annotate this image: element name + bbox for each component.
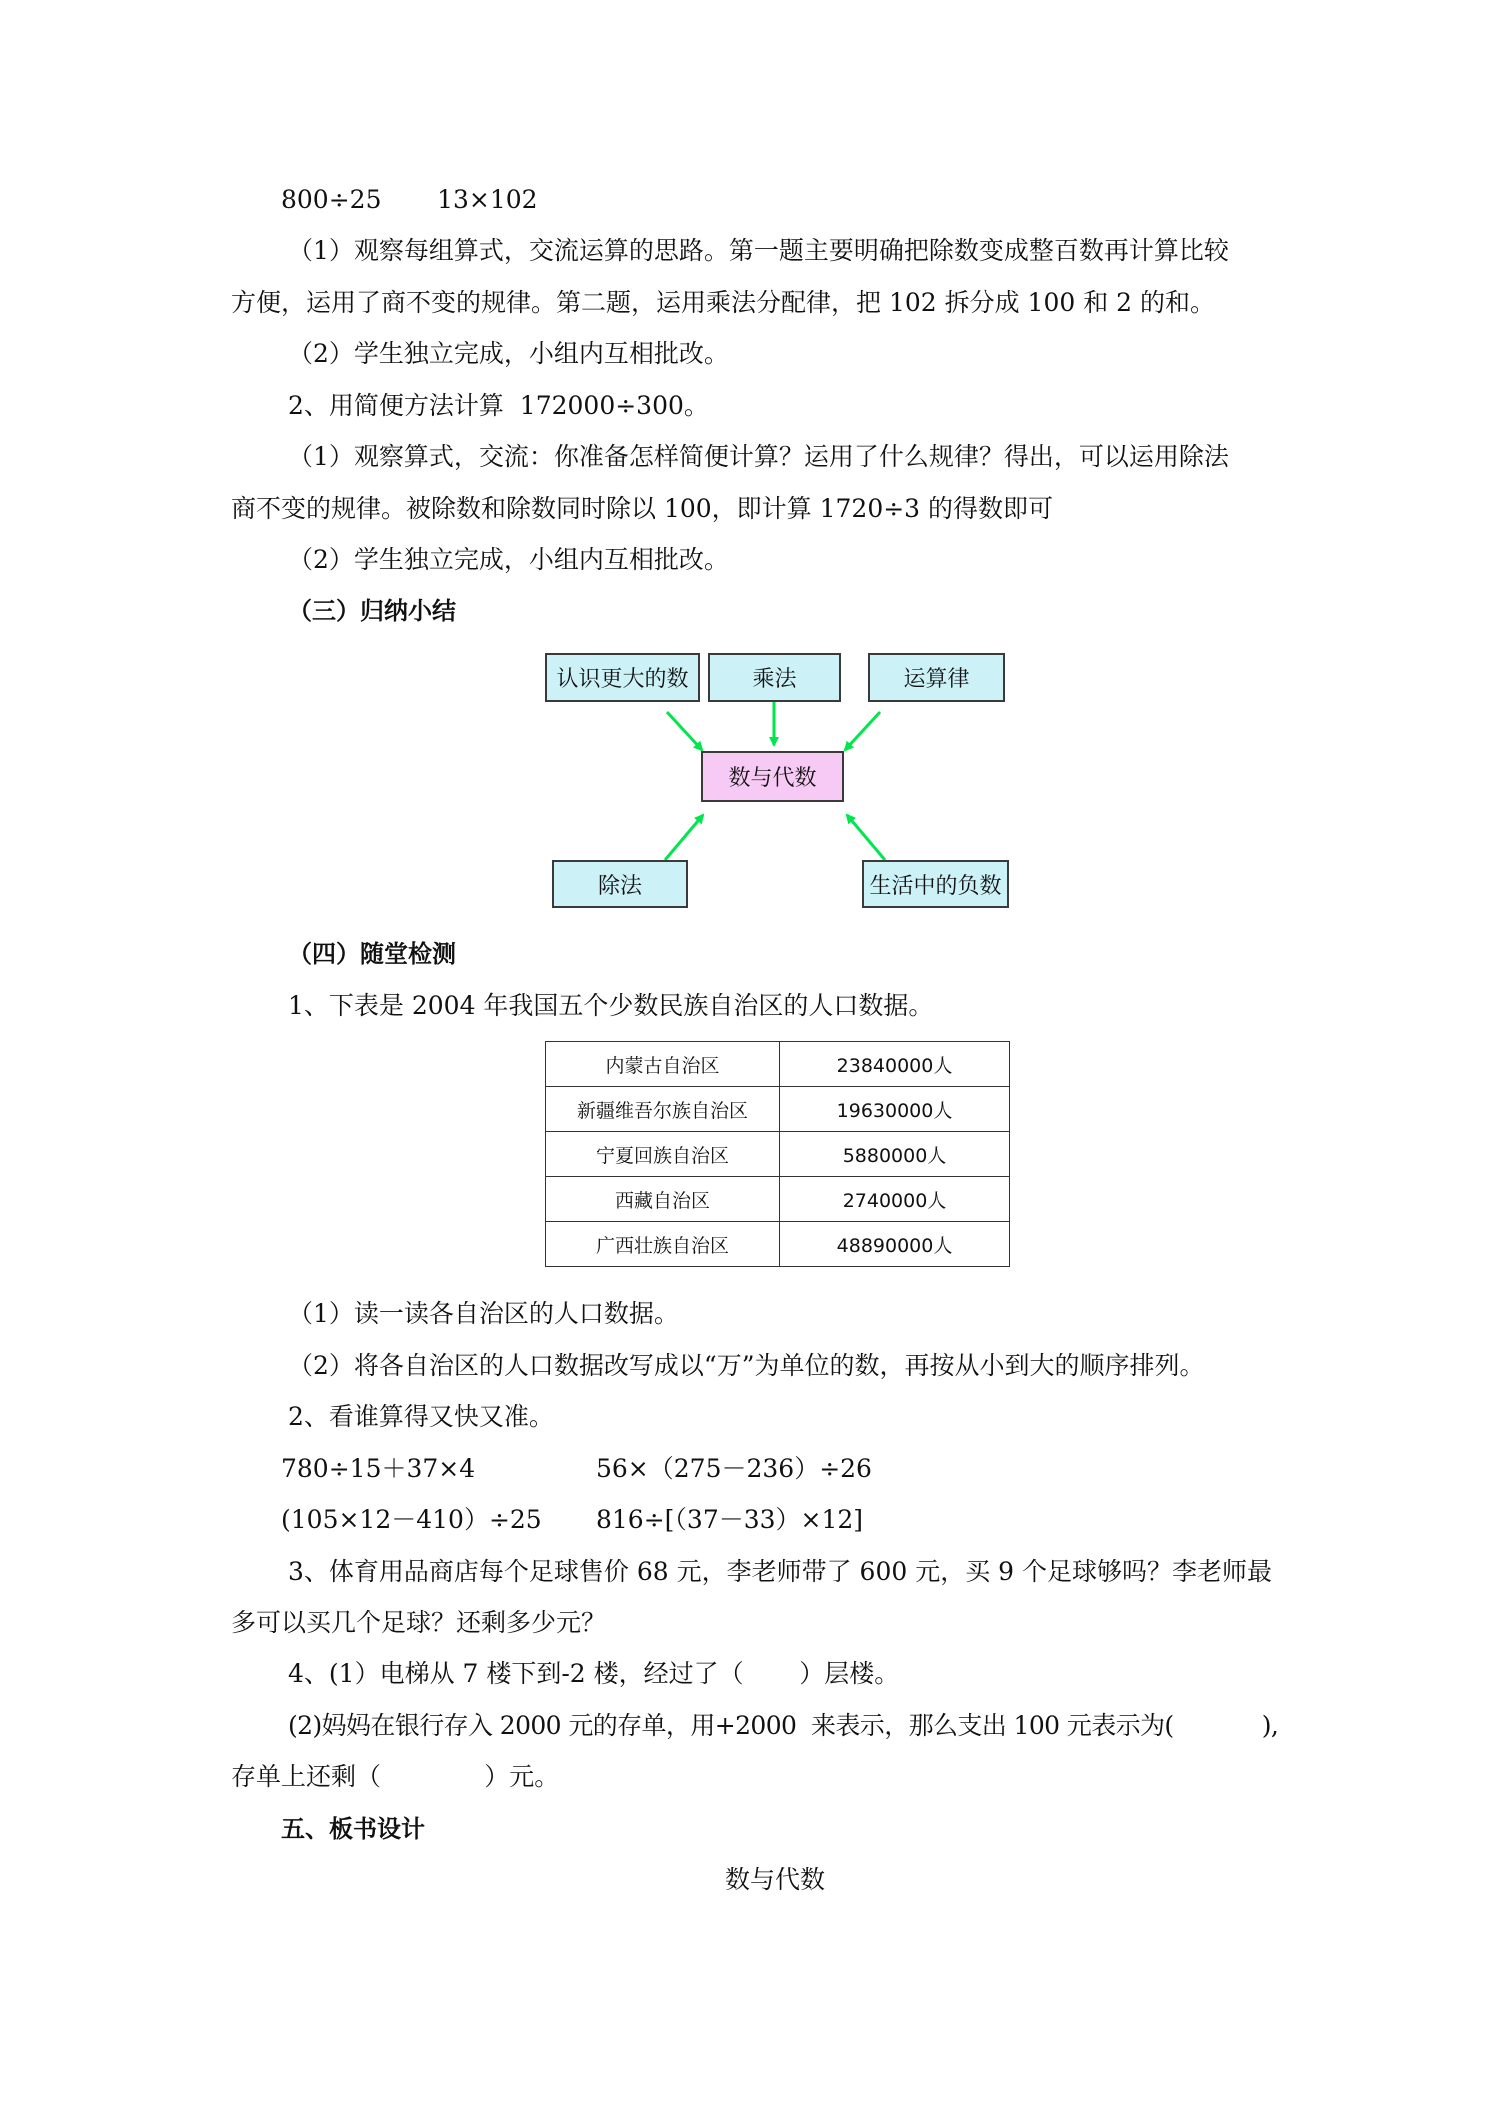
diagram-arrows: [0, 0, 1488, 1000]
paragraph-line: 多可以买几个足球？还剩多少元？: [231, 1608, 607, 1637]
paragraph-line: 方便，运用了商不变的规律。第二题，运用乘法分配律，把 102 拆分成 100 和 2 的和。: [231, 288, 1216, 317]
paragraph-line: 3、体育用品商店每个足球售价 68 元，李老师带了 600 元，买 9 个足球够吗？李老师最: [288, 1557, 1273, 1586]
expression: (105×12－410）÷25: [281, 1505, 542, 1534]
arrow: [845, 712, 880, 750]
expression: 56×（275－236）÷26: [596, 1454, 872, 1483]
expression: 780÷15＋37×4: [281, 1454, 476, 1483]
expression: 816÷[（37－33）×12]: [596, 1505, 864, 1534]
diagram-box-bottom-left: 除法: [552, 860, 688, 908]
arrow: [667, 712, 702, 750]
paragraph-line: 2、用简便方法计算 172000÷300。: [288, 391, 709, 420]
section-heading: （四）随堂检测: [288, 940, 456, 968]
table-cell: 宁夏回族自治区: [546, 1132, 780, 1177]
diagram-box-center: 数与代数: [701, 751, 844, 802]
diagram-box-top-mid: 乘法: [708, 653, 841, 702]
paragraph-line: 4、(1）电梯从 7 楼下到-2 楼，经过了（ ）层楼。: [288, 1659, 900, 1688]
table-cell: 5880000人: [780, 1132, 1010, 1177]
board-title: 数与代数: [725, 1865, 826, 1894]
table-cell: 48890000人: [780, 1222, 1010, 1267]
table-cell: 西藏自治区: [546, 1177, 780, 1222]
paragraph-line: （1）读一读各自治区的人口数据。: [288, 1299, 679, 1328]
paragraph-line: （2）将各自治区的人口数据改写成以“万”为单位的数，再按从小到大的顺序排列。: [288, 1351, 1205, 1380]
table-row: [546, 1087, 1010, 1132]
table-cell: 广西壮族自治区: [546, 1222, 780, 1267]
arrow: [847, 815, 885, 860]
diagram-box-top-left: 认识更大的数: [545, 653, 700, 702]
table-cell: 23840000人: [780, 1042, 1010, 1087]
section-heading: 五、板书设计: [281, 1815, 425, 1843]
paragraph-line: （2）学生独立完成，小组内互相批改。: [288, 545, 729, 574]
paragraph-line: （1）观察算式，交流：你准备怎样简便计算？运用了什么规律？得出，可以运用除法: [288, 442, 1229, 471]
paragraph-line: （1）观察每组算式，交流运算的思路。第一题主要明确把除数变成整百数再计算比较: [288, 236, 1229, 265]
table-cell: 2740000人: [780, 1177, 1010, 1222]
paragraph-line: 1、下表是 2004 年我国五个少数民族自治区的人口数据。: [288, 991, 934, 1020]
arrow: [665, 815, 703, 860]
table-cell: 新疆维吾尔族自治区: [546, 1087, 780, 1132]
expression-line: 800÷25 13×102: [281, 185, 538, 214]
paragraph-line: 2、看谁算得又快又准。: [288, 1402, 554, 1431]
paragraph-line: （2）学生独立完成，小组内互相批改。: [288, 339, 729, 368]
table-row: [546, 1132, 1010, 1177]
table-row: [546, 1177, 1010, 1222]
section-heading: （三）归纳小结: [288, 597, 456, 625]
table-cell: 19630000人: [780, 1087, 1010, 1132]
population-table: [545, 1041, 1010, 1267]
paragraph-line: 商不变的规律。被除数和除数同时除以 100，即计算 1720÷3 的得数即可: [231, 494, 1054, 523]
table-row: [546, 1222, 1010, 1267]
table-row: [546, 1042, 1010, 1087]
paragraph-line: 存单上还剩（ ）元。: [231, 1762, 560, 1791]
diagram-box-bottom-right: 生活中的负数: [862, 860, 1009, 908]
paragraph-line: (2)妈妈在银行存入 2000 元的存单，用+2000 来表示，那么支出 100 元表示为( ),: [288, 1711, 1279, 1740]
diagram-box-top-right: 运算律: [868, 653, 1005, 702]
table-cell: 内蒙古自治区: [546, 1042, 780, 1087]
